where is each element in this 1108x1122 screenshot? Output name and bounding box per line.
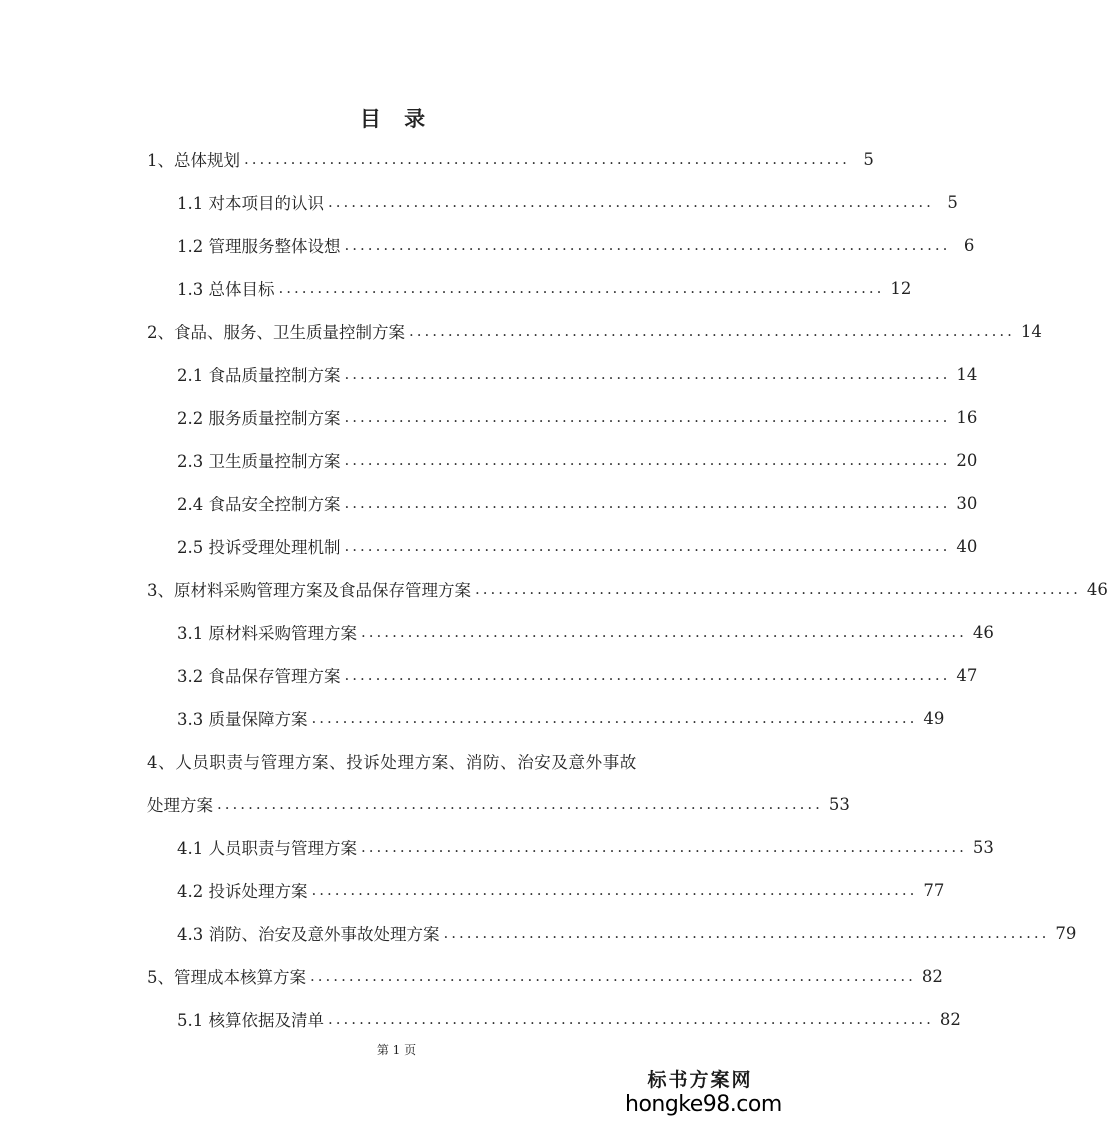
- toc-entry-page: 82: [939, 1009, 961, 1029]
- toc-entry-page: 40: [956, 536, 978, 556]
- watermark-domain: hongke98.com: [625, 1092, 782, 1117]
- toc-entry[interactable]: [147, 310, 1042, 352]
- toc-entry[interactable]: [177, 482, 978, 524]
- toc-leader-dots: ..............................................................................: [344, 408, 951, 426]
- toc-entry-page: 47: [956, 665, 978, 685]
- toc-entry-label: 2、食品、服务、卫生质量控制方案: [147, 323, 405, 342]
- toc-entry-page: 16: [956, 407, 978, 427]
- toc-leader-dots: ..............................................................................: [344, 494, 951, 512]
- toc-entry-label: 3.3 质量保障方案: [177, 710, 308, 729]
- toc-entry-label: 3.2 食品保存管理方案: [177, 667, 341, 686]
- toc-entry-page: 14: [1020, 321, 1042, 341]
- toc-entry-page: 53: [972, 837, 994, 857]
- toc-entry[interactable]: [147, 783, 850, 825]
- toc-entry-page: 46: [972, 622, 994, 642]
- toc-leader-dots: ..............................................................................: [344, 236, 951, 254]
- toc-entry[interactable]: [177, 224, 975, 266]
- toc-entry-label: 2.3 卫生质量控制方案: [177, 452, 341, 471]
- toc-entry[interactable]: [147, 568, 1108, 610]
- toc-entry-page: 79: [1055, 923, 1077, 943]
- toc-leader-dots: ..............................................................................: [344, 451, 951, 469]
- toc-entry[interactable]: [177, 697, 945, 739]
- toc-leader-dots: ..............................................................................: [344, 365, 951, 383]
- toc-entry-label: 5.1 核算依据及清单: [177, 1011, 324, 1030]
- toc-entry-page: 5: [863, 149, 874, 169]
- toc-entry-label: 1.2 管理服务整体设想: [177, 237, 341, 256]
- toc-entry-label: 2.4 食品安全控制方案: [177, 495, 341, 514]
- toc-leader-dots: ..............................................................................: [409, 322, 1015, 340]
- toc-leader-dots: ..............................................................................: [217, 795, 823, 813]
- toc-entry[interactable]: [177, 353, 978, 395]
- toc-entry[interactable]: [177, 525, 978, 567]
- toc-leader-dots: ..............................................................................: [311, 881, 918, 899]
- toc-entry[interactable]: [177, 611, 994, 653]
- watermark-title: 标书方案网: [647, 1069, 753, 1091]
- toc-entry-page: 46: [1086, 579, 1108, 599]
- toc-entry[interactable]: [177, 396, 978, 438]
- toc-leader-dots: ..............................................................................: [310, 967, 916, 985]
- toc-entry-page: 20: [956, 450, 978, 470]
- toc-leader-dots: ..............................................................................: [475, 580, 1081, 598]
- toc-entry-label: 3.1 原材料采购管理方案: [177, 624, 357, 643]
- toc-entry[interactable]: [177, 912, 1077, 954]
- toc-leader-dots: ..............................................................................: [344, 537, 951, 555]
- toc-leader-dots: ..............................................................................: [443, 924, 1050, 942]
- toc-entry[interactable]: [177, 826, 994, 868]
- toc-leader-dots: ..............................................................................: [361, 838, 967, 856]
- toc-entry-label: 4.2 投诉处理方案: [177, 882, 308, 901]
- toc-entry[interactable]: [177, 267, 912, 309]
- toc-entry-label: 4.1 人员职责与管理方案: [177, 839, 357, 858]
- page-title: 目 录: [359, 107, 434, 131]
- toc-entry[interactable]: [177, 654, 978, 696]
- toc-entry-page: 6: [963, 235, 975, 255]
- toc-entry-page: 53: [828, 794, 850, 814]
- toc-entry-page: 30: [956, 493, 978, 513]
- toc-entry-label: 2.1 食品质量控制方案: [177, 366, 341, 385]
- toc-entry-label: 2.5 投诉受理处理机制: [177, 538, 341, 557]
- toc-entry-wrapped-first-line[interactable]: [147, 740, 674, 782]
- toc-entry-label: 4.3 消防、治安及意外事故处理方案: [177, 925, 440, 944]
- toc-entry-label: 处理方案: [147, 796, 213, 815]
- toc-entry-label: 5、管理成本核算方案: [147, 968, 306, 987]
- toc-entry-label: 3、原材料采购管理方案及食品保存管理方案: [147, 581, 471, 600]
- toc-entry-label: 1.3 总体目标: [177, 280, 275, 299]
- toc-entry-page: 82: [921, 966, 943, 986]
- toc-entry-label: 1.1 对本项目的认识: [177, 194, 324, 213]
- page-number-footer: 第 1 页: [376, 1043, 417, 1057]
- toc-entry-label: 4、人员职责与管理方案、投诉处理方案、消防、治安及意外事故: [147, 753, 637, 772]
- toc-entry[interactable]: [147, 138, 874, 180]
- toc-leader-dots: ..............................................................................: [278, 279, 885, 297]
- toc-entry[interactable]: [177, 869, 945, 911]
- toc-entry[interactable]: [177, 439, 978, 481]
- toc-entry[interactable]: [177, 181, 958, 223]
- toc-entry[interactable]: [177, 998, 961, 1040]
- toc-entry-page: 12: [890, 278, 912, 298]
- toc-leader-dots: ..............................................................................: [244, 150, 850, 168]
- toc-leader-dots: ..............................................................................: [361, 623, 967, 641]
- toc-leader-dots: ..............................................................................: [344, 666, 951, 684]
- site-watermark: [625, 1068, 782, 1118]
- toc-entry-page: 49: [923, 708, 945, 728]
- toc-leader-dots: ..............................................................................: [311, 709, 918, 727]
- toc-leader-dots: ..............................................................................: [328, 1010, 934, 1028]
- toc-leader-dots: ..............................................................................: [328, 193, 934, 211]
- toc-entry-page: 77: [923, 880, 945, 900]
- toc-entry-label: 2.2 服务质量控制方案: [177, 409, 341, 428]
- toc-entry-page: 5: [947, 192, 958, 212]
- toc-entry[interactable]: [147, 955, 943, 997]
- toc-entry-label: 1、总体规划: [147, 151, 240, 170]
- toc-entry-page: 14: [956, 364, 978, 384]
